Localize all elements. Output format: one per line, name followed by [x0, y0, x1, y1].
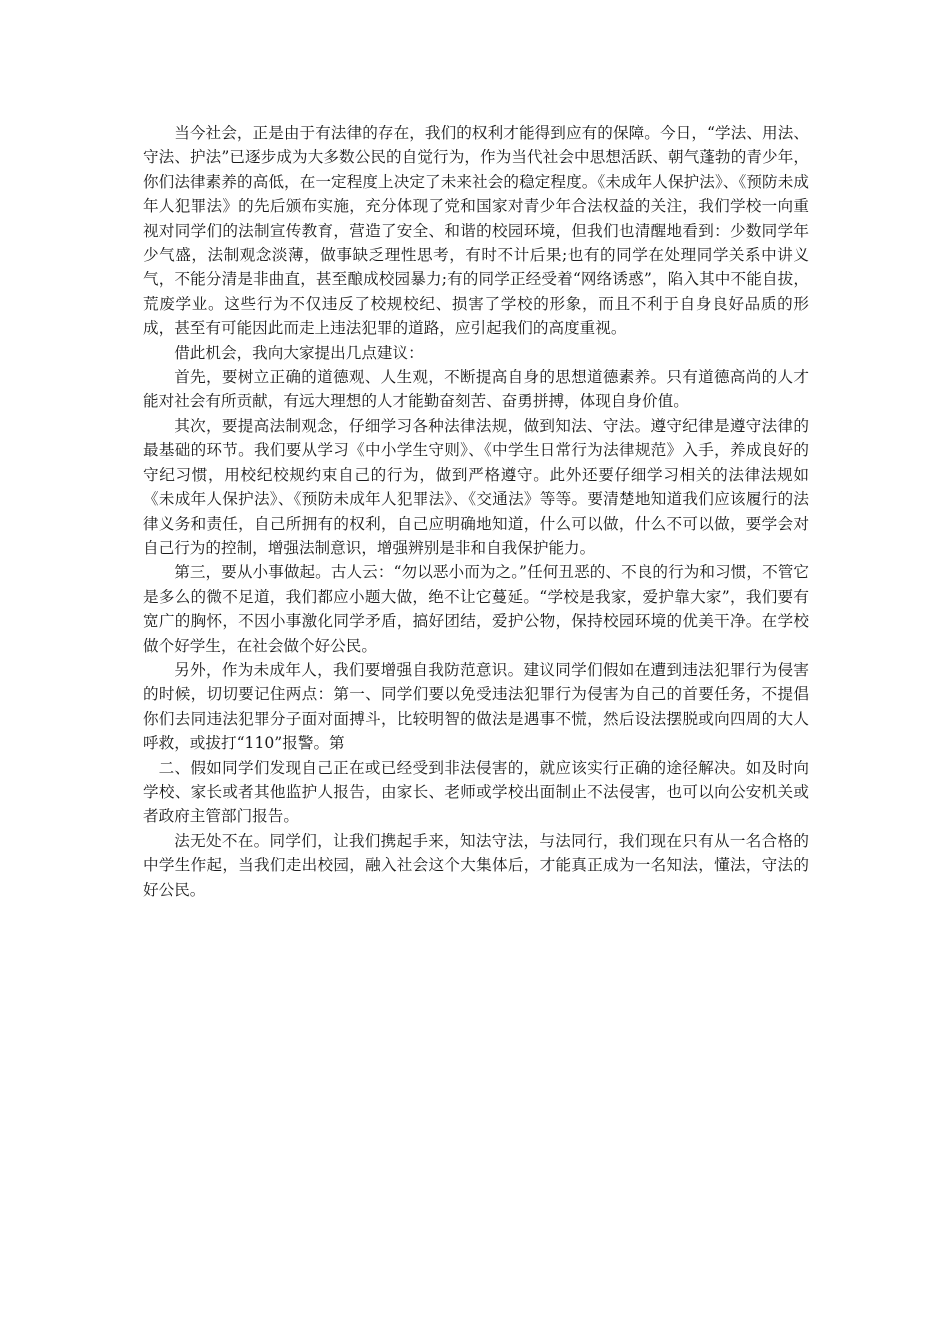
paragraph-point-two: 二、假如同学们发现自己正在或已经受到非法侵害的，就应该实行正确的途径解决。如及时向学校、家长或者其他监护人报告，由家长、老师或学校出面制止不法侵害，也可以向公安机关或者政府主管部门报告。 [143, 758, 809, 826]
paragraph-third: 第三，要从小事做起。古人云：“勿以恶小而为之。”任何丑恶的、不良的行为和习惯，不管它是多么的微不足道，我们都应小题大做，绝不让它蔓延。“学校是我家，爱护靠大家”，我们要有宽广的胸怀，不因小事激化同学矛盾，搞好团结，爱护公物，保持校园环境的优美干净。在学校做个好学生，在社会做个好公民。 [143, 563, 809, 655]
paragraph-proposal: 借此机会，我向大家提出几点建议： [174, 343, 424, 362]
paragraph-conclusion: 法无处不在。同学们，让我们携起手来，知法守法，与法同行，我们现在只有从一名合格的中学生作起，当我们走出校园，融入社会这个大集体后，才能真正成为一名知法，懂法，守法的好公民。 [143, 831, 809, 899]
paragraph-first: 首先，要树立正确的道德观、人生观，不断提高自身的思想道德素养。只有道德高尚的人才能对社会有所贡献，有远大理想的人才能勤奋刻苦、奋勇拼搏，体现自身价值。 [143, 368, 809, 411]
paragraph-second: 其次，要提高法制观念，仔细学习各种法律法规，做到知法、守法。遵守纪律是遵守法律的最基础的环节。我们要从学习《中小学生守则》、《中学生日常行为法律规范》入手，养成良好的守纪习惯，用校纪校规约束自己的行为，做到严格遵守。此外还要仔细学习相关的法律法规如《未成年人保护法》、《预防未成年人犯罪法》、《交通法》等等。要清楚地知道我们应该履行的法律义务和责任，自己所拥有的权利，自己应明确地知道，什么可以做，什么不可以做，要学会对自己行为的控制，增强法制意识，增强辨别是非和自我保护能力。 [143, 416, 809, 557]
document-page [143, 121, 809, 902]
paragraph-intro: 当今社会，正是由于有法律的存在，我们的权利才能得到应有的保障。今日，“学法、用法、守法、护法”已逐步成为大多数公民的自觉行为，作为当代社会中思想活跃、朝气蓬勃的青少年，你们法律素养的高低，在一定程度上决定了未来社会的稳定程度。《未成年人保护法》、《预防未成年人犯罪法》的先后颁布实施，充分体现了党和国家对青少年合法权益的关注，我们学校一向重视对同学们的法制宣传教育，营造了安全、和谐的校园环境，但我们也清醒地看到：少数同学年少气盛，法制观念淡薄，做事缺乏理性思考，有时不计后果;也有的同学在处理同学关系中讲义气，不能分清是非曲直，甚至酿成校园暴力;有的同学正经受着“网络诱惑”，陷入其中不能自拔，荒废学业。这些行为不仅违反了校规校纪、损害了学校的形象，而且不利于自身良好品质的形成，甚至有可能因此而走上违法犯罪的道路，应引起我们的高度重视。 [143, 124, 809, 338]
paragraph-additionally: 另外，作为未成年人，我们要增强自我防范意识。建议同学们假如在遭到违法犯罪行为侵害的时候，切切要记住两点：第一、同学们要以免受违法犯罪行为侵害为自己的首要任务，不提倡你们去同违法犯罪分子面对面搏斗，比较明智的做法是遇事不慌，然后设法摆脱或向四周的大人呼救，或拔打“110”报警。第 [143, 660, 809, 753]
